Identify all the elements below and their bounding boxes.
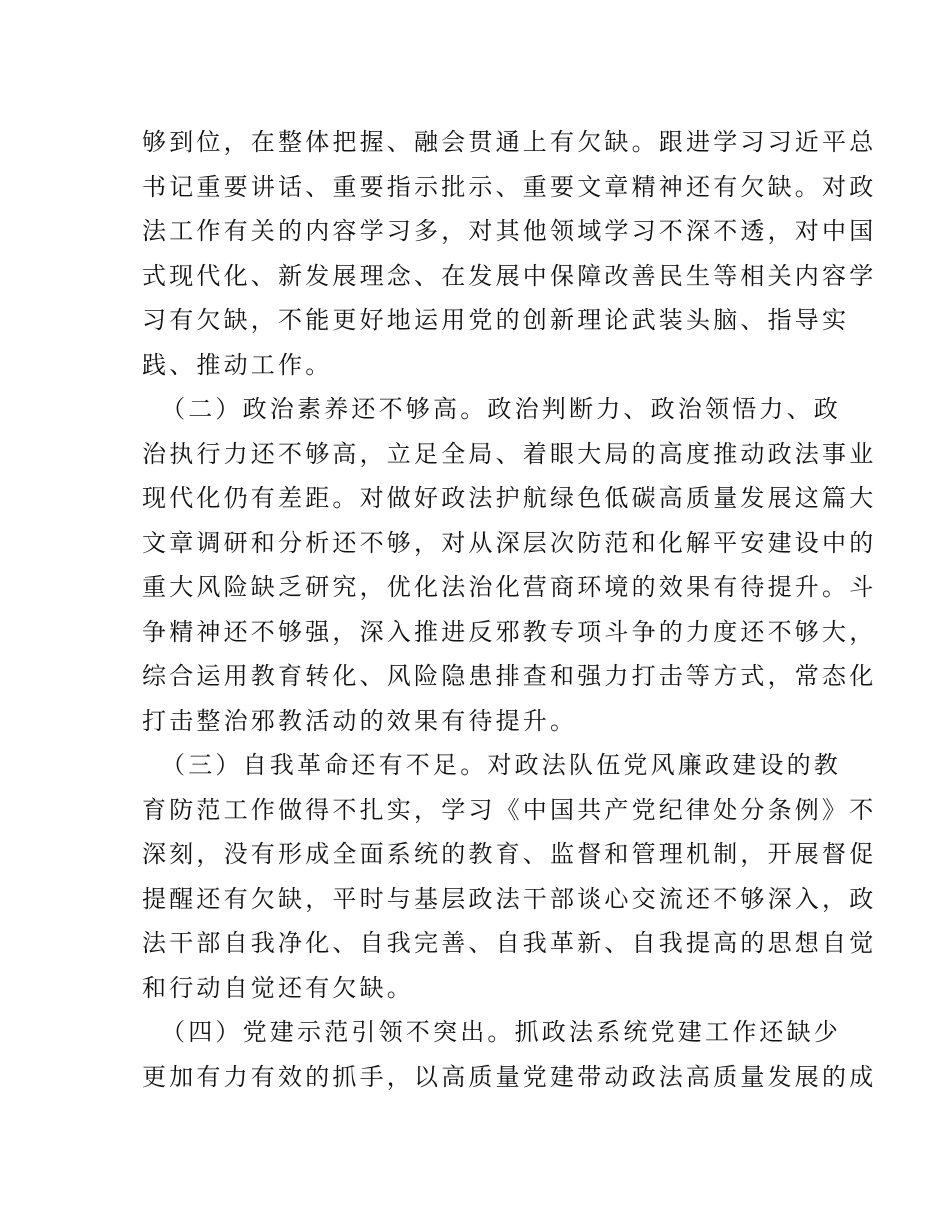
- text-line: 重大风险缺乏研究，优化法治化营商环境的效果有待提升。斗: [142, 573, 877, 601]
- text-line: 现代化仍有差距。对做好政法护航绿色低碳高质量发展这篇大: [142, 484, 877, 512]
- text-line: 习有欠缺，不能更好地运用党的创新理论武装头脑、指导实: [142, 306, 850, 334]
- text-line: 打击整治邪教活动的效果有待提升。: [142, 706, 578, 735]
- text-line: 综合运用教育转化、风险隐患排查和强力打击等方式，常态化: [142, 662, 877, 690]
- text-line: 式现代化、新发展理念、在发展中保障改善民生等相关内容学: [142, 261, 877, 290]
- text-line: 够到位，在整体把握、融会贯通上有欠缺。跟进学习习近平总: [142, 128, 877, 156]
- section-heading-line: （四）党建示范引领不突出。抓政法系统党建工作还缺少: [161, 1018, 841, 1046]
- body-text: [142, 124, 877, 1103]
- text-line: 践、推动工作。: [142, 350, 333, 379]
- text-line: 法干部自我净化、自我完善、自我革新、自我提高的思想自觉: [142, 929, 877, 957]
- text-line: 文章调研和分析还不够，对从深层次防范和化解平安建设中的: [142, 528, 877, 557]
- text-line: 争精神还不够强，深入推进反邪教专项斗争的力度还不够大，: [142, 617, 877, 646]
- text-line: 更加有力有效的抓手，以高质量党建带动政法高质量发展的成: [142, 1062, 877, 1091]
- text-line: 提醒还有欠缺，平时与基层政法干部谈心交流还不够深入，政: [142, 884, 877, 913]
- text-line: 法工作有关的内容学习多，对其他领域学习不深不透，对中国: [142, 217, 877, 245]
- text-line: 育防范工作做得不扎实，学习《中国共产党纪律处分条例》不: [142, 795, 877, 824]
- text-line: 和行动自觉还有欠缺。: [142, 973, 414, 1002]
- text-line: 书记重要讲话、重要指示批示、重要文章精神还有欠缺。对政: [142, 172, 877, 201]
- text-line: 治执行力还不够高，立足全局、着眼大局的高度推动政法事业: [142, 439, 877, 468]
- section-heading-line: （二）政治素养还不够高。政治判断力、政治领悟力、政: [161, 395, 841, 423]
- text-line: 深刻，没有形成全面系统的教育、监督和管理机制，开展督促: [142, 840, 877, 868]
- section-heading-line: （三）自我革命还有不足。对政法队伍党风廉政建设的教: [161, 751, 841, 779]
